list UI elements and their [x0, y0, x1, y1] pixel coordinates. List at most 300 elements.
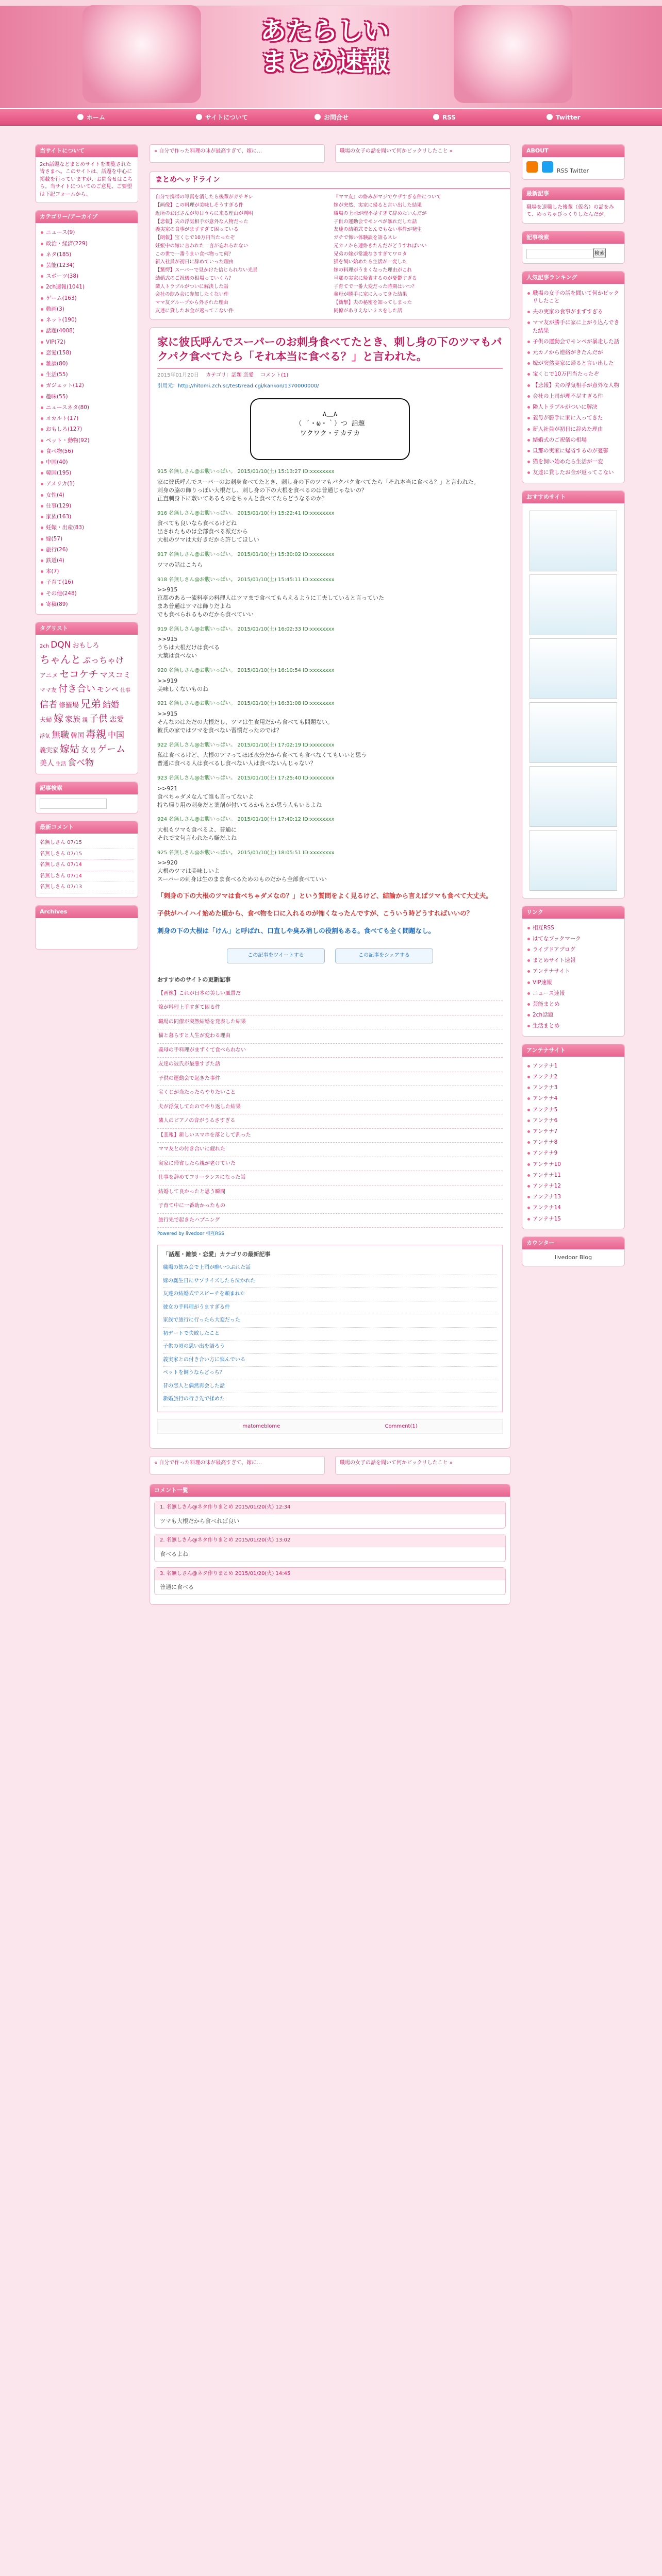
tag-link[interactable]: 兄弟	[80, 697, 102, 710]
tag-link[interactable]: ぶっちゃけ	[82, 655, 124, 666]
tag-link[interactable]: 韓国	[71, 732, 85, 740]
left-search-input[interactable]	[40, 799, 107, 809]
thread-response	[157, 468, 503, 502]
archives-box: Archives	[35, 905, 138, 950]
response-header: 922 名無しさん@お腹いっぱい。 2015/01/10(土) 17:02:19 ID:xxxxxxxx	[157, 742, 335, 748]
comment	[154, 1534, 506, 1562]
recommended-item[interactable]: 仕事を辞めてフリーランスになった話	[157, 1171, 503, 1185]
category-link[interactable]: 嫁(57)	[40, 534, 134, 545]
category-link[interactable]: 趣味(55)	[40, 392, 134, 402]
latest-box: 最新記事 職場を退職した後輩（仮名）の話をみて、めっちゃびっくりしたんだが。	[522, 187, 625, 224]
rss-icon	[433, 114, 439, 120]
popular-item[interactable]: 嫁が突然実家に帰ると言い出した	[526, 358, 620, 369]
response-header: 921 名無しさん@お腹いっぱい。 2015/01/10(土) 16:31:08 ID:xxxxxxxx	[157, 701, 335, 707]
popular-item[interactable]: 義母が勝手に家に入ってきた	[526, 413, 620, 423]
home-icon	[77, 114, 84, 120]
powered-by[interactable]: Powered by livedoor 相互RSS	[157, 1231, 224, 1237]
tag-link[interactable]: 信者	[40, 699, 57, 710]
category-link[interactable]: 本(7)	[40, 566, 134, 577]
tag-link[interactable]: ちゃんと	[40, 653, 81, 666]
response-body: 家に彼氏呼んでスーパーのお刺身食べてたとき、刺し身の下のツマもパクパク食べてたら「それ本当に食べる？」と言われた。 刺身の脇の飾りっぽい大根だし、刺し身の下の大根を食べるのは普通じゃないの？ 正直刺身下に敷いてあるものをちゃんと食べてたらどうなるのか？	[157, 478, 479, 502]
highlight-red-2[interactable]: 子供がハイハイ始めた頃から、食べ物を口に入れるのが怖くなったんですが、こういう時どうすればいいの？	[157, 909, 473, 918]
response-body: 食べても良いなら食べるけどね 出されたものは全部食べる派だから 大根のツマは大好きだから許してほしい	[157, 520, 259, 544]
headline-item[interactable]: 子供の運動会でモンペが暴れだした話	[334, 218, 417, 225]
link-item[interactable]: ライブドアブログ	[526, 944, 620, 955]
response-body: >>915 うちは大根だけは食べる 大葉は食べない	[157, 636, 220, 659]
popular-item[interactable]: 会社の上司が理不尽すぎる件	[526, 391, 620, 402]
related-item[interactable]: ペットを飼うならどっち？	[163, 1367, 497, 1380]
recommended-item[interactable]: 旅行先で起きたハプニング	[157, 1214, 503, 1228]
antenna-box: アンテナサイト アンテナ1 アンテナ2 アンテナ3 アンテナ4 アンテナ5 アンテナ6 アンテナ7 アンテナ8 アンテナ9 アンテナ10 アンテナ11 アンテナ12 アンテナ13 アンテナ14 アンテナ15	[522, 1044, 625, 1229]
thread-response	[157, 510, 503, 544]
site-thumbnail[interactable]	[529, 574, 617, 635]
antenna-item[interactable]: アンテナ4	[526, 1093, 620, 1104]
logo-line1: あたらしい	[260, 16, 389, 46]
tag-link[interactable]: 仕事	[120, 687, 130, 693]
thread-response	[157, 700, 503, 734]
category-link[interactable]: 動画(3)	[40, 304, 134, 315]
related-list	[163, 1262, 497, 1406]
tag-link[interactable]: ゲーム	[97, 744, 126, 755]
comment-header: 2. 名無しさん@ネタ作りまとめ 2015/01/20(火) 13:02	[155, 1534, 505, 1547]
link-item[interactable]: VIP速報	[526, 977, 620, 988]
recent-comment-item[interactable]: 名無しさん 07/15	[40, 849, 134, 860]
headline-item[interactable]: 同僚がありえないミスをした話	[334, 308, 403, 314]
response-body: 大根もツマも食べるよ、普通に それで文句言われたら嫌だよね	[157, 826, 237, 841]
recommended-item[interactable]: 職場の同僚が突然結婚を発表した結果	[157, 1015, 503, 1030]
article-title: 家に彼氏呼んでスーパーのお刺身食べてたとき、刺し身の下のツマもパクパク食べてたら「それ本当に食べる？」と言われた。	[157, 335, 503, 369]
category-link[interactable]: アメリカ(1)	[40, 479, 134, 489]
antenna-item[interactable]: アンテナ6	[526, 1115, 620, 1126]
tag-link[interactable]: 男	[90, 747, 96, 754]
tag-link[interactable]: 家族	[65, 715, 81, 724]
tag-link[interactable]: 夫婦	[40, 716, 53, 724]
tag-link[interactable]: セコケチ	[59, 669, 98, 681]
headline-item[interactable]: 【朗報】宝くじで10万円当たったぞ	[155, 235, 235, 241]
popular-item[interactable]: 職場の女子の話を聞いて何かビックリしたこと	[526, 288, 620, 307]
share-buttons	[157, 948, 503, 963]
related-item[interactable]: 家族で旅行に行ったら大変だった	[163, 1314, 497, 1328]
related-articles: 「話題・雑談・恋愛」カテゴリの最新記事 職場の飲み会で上司が酔いつぶれた話 嫁の誕生日にサプライズしたら泣かれた 友達の結婚式でスピーチを頼まれた 彼女の手料理がうますぎる件 家族で旅行に行ったら大変だった 初デートで失敗したこと 子供の頃の思い出を語ろう 義実家との付き合い方に悩んでいる ペットを飼うならどっち？ 昔の恋人と偶然再会した話 新婚旅行の行き先で揉めた	[157, 1245, 503, 1412]
related-item[interactable]: 新婚旅行の行き先で揉めた	[163, 1393, 497, 1406]
site-thumbnail[interactable]	[529, 638, 617, 699]
recommended-item[interactable]: 結婚して良かったと思う瞬間	[157, 1185, 503, 1200]
category-link[interactable]: 仕事(129)	[40, 501, 134, 512]
popular-item[interactable]: 元カノから連絡がきたんだが	[526, 347, 620, 358]
recent-comment-item[interactable]: 名無しさん 07/15	[40, 838, 134, 849]
antenna-item[interactable]: アンテナ15	[526, 1214, 620, 1225]
headline-item[interactable]: 妊娠中の嫁に言われた一言が忘れられない	[155, 243, 249, 249]
tag-link[interactable]: 嫁	[54, 713, 64, 725]
related-item[interactable]: 友達の結婚式でスピーチを頼まれた	[163, 1288, 497, 1301]
nav-contact[interactable]: お問合せ	[315, 113, 349, 122]
comment-body: ツマも大根だから食べれば良い	[160, 1517, 239, 1524]
headline-item[interactable]: 【衝撃】夫の秘密を知ってしまった	[334, 300, 412, 306]
headline-box	[150, 171, 510, 320]
related-item[interactable]: 昔の恋人と偶然再会した話	[163, 1380, 497, 1394]
article-meta	[157, 372, 503, 380]
headline-item[interactable]: 【悲報】夫の浮気相手が意外な人物だった	[155, 218, 249, 225]
tag-link[interactable]: 2ch	[40, 643, 49, 649]
headline-item[interactable]: この世で一番うまい食べ物って何？	[155, 251, 234, 257]
prev-article-link-bottom[interactable]: « 自分で作った料理の味が最高すぎて、嫁に…	[150, 1456, 325, 1475]
article-comment-count[interactable]: コメント(1)	[260, 372, 289, 379]
response-body: >>920 大根のツマは美味しいよ スーパーの刺身は生のまま食べるためのものだから全部食べていい	[157, 859, 327, 883]
recent-comment-item[interactable]: 名無しさん 07/14	[40, 860, 134, 871]
headline-item[interactable]: 兄弟の嫁が常識なさすぎてワロタ	[334, 251, 407, 257]
antenna-item[interactable]: アンテナ8	[526, 1137, 620, 1148]
antenna-item[interactable]: アンテナ14	[526, 1202, 620, 1213]
response-body: 私は食べるけど、大根のツマってほぼ水分だから食べても食べなくてもいいと思う 普通に食べる人は食べるし食べない人は食べないんじゃない？	[157, 752, 367, 767]
category-link[interactable]: ガジェット(12)	[40, 380, 134, 391]
comment	[154, 1501, 506, 1529]
tag-link[interactable]: 結婚	[103, 699, 120, 709]
response-header: 916 名無しさん@お腹いっぱい。 2015/01/10(土) 15:22:41 ID:xxxxxxxx	[157, 510, 335, 516]
category-link[interactable]: ニュース(9)	[40, 227, 134, 238]
popular-item[interactable]: 友達に貸したお金が返ってこない	[526, 467, 620, 478]
tag-link[interactable]: おもしろ	[72, 641, 100, 650]
headline-item[interactable]: 元カノから連絡きたんだがどうすればいい	[334, 243, 427, 249]
popular-item[interactable]: 子供の運動会でモンペが暴走した話	[526, 336, 620, 347]
tag-link[interactable]: 浮気	[40, 733, 50, 739]
response-header: 917 名無しさん@お腹いっぱい。 2015/01/10(土) 15:30:02 ID:xxxxxxxx	[157, 552, 335, 558]
site-thumbnail[interactable]	[529, 702, 617, 763]
response-body: ツマの話はこちら	[157, 561, 203, 568]
popular-list	[526, 288, 620, 479]
headline-item[interactable]: 【驚愕】スーパーで見かけた信じられない光景	[155, 267, 258, 274]
category-box: カテゴリー/アーカイブ ニュース(9) 政治・経済(229) ネタ(185) 芸能(1234) スポーツ(38) 2ch速報(1041) ゲーム(163) 動画(3) ネット(190) 話題(4008) VIP(72) 恋愛(158) 雑談(80) 生活(55) ガジェット(12) 趣味(55) ニュースネタ(80) オカルト(17) おもしろ(127) ペット・動物(92) 食べ物(56) 中国(40) 韓国(195) アメリカ(1) 女性(4) 仕事(129) 家族(163) 妊娠・出産(83) 嫁(57) 旅行(26) 鉄道(4) 本(7) 子育て(16) その他(248) 寄稿(89)	[35, 210, 138, 615]
category-link[interactable]: 2ch速報(1041)	[40, 282, 134, 293]
tag-link[interactable]: 義実家	[40, 747, 59, 754]
related-item[interactable]: 職場の飲み会で上司が酔いつぶれた話	[163, 1262, 497, 1275]
headline-item[interactable]: 会社の飲み会に参加したくない件	[155, 292, 229, 298]
share-button[interactable]: この記事をシェアする	[335, 948, 433, 963]
category-link[interactable]: 女性(4)	[40, 490, 134, 501]
ascii-art: ∧＿∧ （ ´・ω・｀）つ 話題 ワクワク・テカテカ	[250, 398, 410, 460]
antenna-item[interactable]: アンテナ9	[526, 1148, 620, 1159]
response-header: 919 名無しさん@お腹いっぱい。 2015/01/10(土) 16:02:33 ID:xxxxxxxx	[157, 626, 335, 632]
recent-comment-item[interactable]: 名無しさん 07/14	[40, 871, 134, 883]
recommended-item[interactable]: 嫁が料理上手すぎて困る件	[157, 1001, 503, 1015]
headline-item[interactable]: 自分で携帯の写真を消したら後輩がガチギレ	[155, 194, 253, 200]
link-item[interactable]: ニュース速報	[526, 988, 620, 999]
tag-link[interactable]: モンペ	[97, 685, 119, 694]
related-item[interactable]: 子供の頃の思い出を語ろう	[163, 1341, 497, 1354]
headline-item[interactable]: 友達の結婚式でとんでもない事件が発生	[334, 227, 422, 233]
antenna-item[interactable]: アンテナ12	[526, 1181, 620, 1192]
antenna-item[interactable]: アンテナ5	[526, 1105, 620, 1115]
category-link[interactable]: 恋愛(158)	[40, 348, 134, 359]
category-link[interactable]: ゲーム(163)	[40, 293, 134, 304]
headline-item[interactable]: ママ友グループから外された理由	[155, 300, 228, 306]
tag-link[interactable]: 無職	[52, 730, 69, 740]
tag-link[interactable]: 子供	[89, 714, 108, 725]
recommended-item[interactable]: 子育て中に一番助かったもの	[157, 1199, 503, 1214]
category-link[interactable]: 妊娠・出産(83)	[40, 522, 134, 533]
recent-comments-list	[40, 838, 134, 893]
tag-link[interactable]: 中国	[108, 730, 125, 740]
category-link[interactable]: 食べ物(56)	[40, 446, 134, 457]
popular-item[interactable]: 【悲報】夫の浮気相手が意外な人物	[526, 380, 620, 391]
recommended-item[interactable]: 【画像】これが日本の美しい風景だ	[157, 987, 503, 1002]
popular-item[interactable]: 結婚式のご祝儀の相場	[526, 435, 620, 446]
site-thumbnail[interactable]	[529, 766, 617, 827]
nav-home[interactable]: ホーム	[77, 113, 105, 122]
left-sidebar	[35, 144, 138, 957]
links-box: リンク 相互RSS はてなブックマーク ライブドアブログ まとめサイト速報 アンテナサイト VIP速報 ニュース速報 芸能まとめ 2ch話題 生活まとめ	[522, 906, 625, 1037]
antenna-item[interactable]: アンテナ1	[526, 1061, 620, 1072]
tag-link[interactable]: 毒親	[86, 727, 107, 740]
twitter-icon[interactable]	[542, 161, 553, 173]
response-body: >>915 京都のある一流料亭の料理人はツマまで食べてもらえるように工夫していると言っていた まあ普通はツマは飾りだよね でも食べられるものだから食べていい	[157, 586, 384, 618]
thread-response	[157, 816, 503, 842]
popular-item[interactable]: 新入社員が初日に辞めた理由	[526, 424, 620, 435]
link-item[interactable]: まとめサイト速報	[526, 955, 620, 966]
headline-list	[150, 189, 510, 319]
category-link[interactable]: 旅行(26)	[40, 545, 134, 555]
link-item[interactable]: 相互RSS	[526, 923, 620, 934]
headline-item[interactable]: 猫を飼い始めたら生活が一変した	[334, 259, 407, 265]
right-sidebar	[522, 144, 625, 1274]
category-list	[40, 227, 134, 610]
article-date: 2015年01月20日	[157, 372, 199, 379]
headline-item[interactable]: 【画像】この料理が美味しそうすぎる件	[155, 202, 244, 209]
thread-response	[157, 850, 503, 884]
headline-item[interactable]: 旦那の実家に帰省するのが憂鬱すぎる	[334, 275, 417, 281]
twitter-icon	[547, 114, 553, 120]
category-link[interactable]: 家族(163)	[40, 512, 134, 522]
category-link[interactable]: 寄稿(89)	[40, 599, 134, 610]
tag-link[interactable]: アニメ	[40, 672, 58, 680]
category-link[interactable]: ペット・動物(92)	[40, 435, 134, 446]
link-item[interactable]: 芸能まとめ	[526, 999, 620, 1010]
highlight-blue[interactable]: 刺身の下の大根は「けん」と呼ばれ、口直しや臭み消しの役割もある。食べても全く問題なし。	[157, 927, 435, 935]
comment-body: 食べるよね	[160, 1550, 188, 1557]
comment-header: 1. 名無しさん@ネタ作りまとめ 2015/01/20(火) 12:34	[155, 1501, 505, 1514]
headline-item[interactable]: 近所のおばさんが毎日うちに来る理由が判明	[155, 210, 254, 216]
recommended-item[interactable]: 夫が浮気してたのでやり返した結果	[157, 1100, 503, 1115]
recommended-item[interactable]: 実家に帰省したら親が老けていた	[157, 1157, 503, 1172]
thread-response	[157, 775, 503, 809]
highlight-red-1[interactable]: 「刺身の下の大根のツマは食べちゃダメなの？」という質問をよく見るけど、結論から言えばツマも食べて大丈夫。	[157, 892, 492, 900]
right-search-input[interactable]	[526, 249, 593, 259]
antenna-item[interactable]: アンテナ2	[526, 1072, 620, 1082]
comment-body: 普通に食べる	[160, 1584, 194, 1591]
category-link[interactable]: 鉄道(4)	[40, 555, 134, 566]
thread-response	[157, 626, 503, 660]
headline-item[interactable]: 『ママ友』の絡みがマジでウザすぎる件について	[334, 194, 441, 200]
comment-link[interactable]: Comment(1)	[385, 1423, 418, 1429]
response-header: 920 名無しさん@お腹いっぱい。 2015/01/10(土) 16:10:54 ID:xxxxxxxx	[157, 668, 335, 674]
next-article-link[interactable]: 職場の女子の話を聞いて何かビックリしたこと »	[335, 144, 510, 163]
comments-list	[150, 1497, 510, 1604]
tag-link[interactable]: ママ友	[40, 686, 57, 693]
tag-link[interactable]: 美人	[40, 759, 54, 768]
popular-item[interactable]: 隣人トラブルがついに解決	[526, 402, 620, 413]
headline-item[interactable]: 嫁の料理がうまくなった理由がこれ	[334, 267, 412, 274]
site-thumbnail[interactable]	[529, 511, 617, 571]
response-header: 924 名無しさん@お腹いっぱい。 2015/01/10(土) 17:40:12 ID:xxxxxxxx	[157, 817, 335, 823]
link-item[interactable]: 2ch話題	[526, 1010, 620, 1021]
left-search-box: 記事検索	[35, 782, 138, 814]
article-footer	[157, 1419, 503, 1434]
tag-link[interactable]: 修羅場	[59, 701, 79, 709]
article-category[interactable]: カテゴリ：話題 恋愛	[206, 372, 254, 379]
recommended-item[interactable]: 【悲報】新しいスマホを落として割った	[157, 1129, 503, 1143]
tag-link[interactable]: 生活	[56, 761, 66, 767]
thread-responses	[157, 468, 503, 884]
author-link[interactable]: matomeblome	[242, 1423, 280, 1429]
category-link[interactable]: おもしろ(127)	[40, 424, 134, 435]
popular-item[interactable]: 旦那の実家に帰省するのが憂鬱	[526, 446, 620, 456]
thread-response	[157, 551, 503, 569]
antenna-item[interactable]: アンテナ7	[526, 1126, 620, 1137]
tag-link[interactable]: 嫁姑	[60, 743, 80, 755]
next-article-link-bottom[interactable]: 職場の女子の話を聞いて何かビックリしたこと »	[335, 1456, 510, 1475]
response-header: 918 名無しさん@お腹いっぱい。 2015/01/10(土) 15:45:11 ID:xxxxxxxx	[157, 577, 335, 583]
recommended-sites: おすすめのサイトの更新記事 【画像】これが日本の美しい風景だ 嫁が料理上手すぎて困る件 職場の同僚が突然結婚を発表した結果 猫と暮らすと人生が変わる理由 義母の手料理がまずくて食べられない 友達の彼氏が最悪すぎた話 子供の運動会で起きた事件 宝くじが当たったらやりたいこと 夫が浮気してたのでやり返した結果 隣人のピアノの音がうるさすぎる 【悲報】新しいスマホを落として割った ママ友との付き合いに疲れた 実家に帰省したら親が老けていた 仕事を辞めてフリーランスになった話 結婚して良かったと思う瞬間 子育て中に一番助かったもの 旅行先で起きたハプニング Powered by livedoor 相互RSS	[157, 976, 503, 1238]
recommended-item[interactable]: ママ友との付き合いに疲れた	[157, 1143, 503, 1157]
popular-item[interactable]: ママ友が勝手に家に上がり込んできた結果	[526, 317, 620, 336]
article-pager	[150, 144, 510, 165]
prev-article-link[interactable]: « 自分で作った料理の味が最高すぎて、嫁に…	[150, 144, 325, 163]
response-body: >>919 美味しくないものね	[157, 677, 208, 692]
category-link[interactable]: 中国(40)	[40, 457, 134, 468]
category-link[interactable]: ネット(190)	[40, 315, 134, 326]
antenna-item[interactable]: アンテナ10	[526, 1159, 620, 1170]
antenna-item[interactable]: アンテナ13	[526, 1192, 620, 1202]
recommended-item[interactable]: 義母の手料理がまずくて食べられない	[157, 1044, 503, 1058]
category-link[interactable]: オカルト(17)	[40, 413, 134, 424]
category-link[interactable]: 雑談(80)	[40, 359, 134, 369]
tag-cloud	[36, 635, 138, 774]
popular-box: 人気記事ランキング 職場の女子の話を聞いて何かビックリしたこと 夫の実家の食事がまずすぎる ママ友が勝手に家に上がり込んできた結果 子供の運動会でモンペが暴走した話 元カノから連絡がきたんだが 嫁が突然実家に帰ると言い出した 宝くじで10万円当たったぞ 【悲報】夫の浮気相手が意外な人物 会社の上司が理不尽すぎる件 隣人トラブルがついに解決 義母が勝手に家に入ってきた 新入社員が初日に辞めた理由 結婚式のご祝儀の相場 旦那の実家に帰省するのが憂鬱 猫を飼い始めたら生活が一変 友達に貸したお金が返ってこない	[522, 271, 625, 483]
site-header	[0, 0, 662, 108]
global-nav	[0, 108, 662, 126]
response-header: 915 名無しさん@お腹いっぱい。 2015/01/10(土) 15:13:27 ID:xxxxxxxx	[157, 469, 335, 475]
recommended-item[interactable]: 子供の運動会で起きた事件	[157, 1072, 503, 1087]
thread-response	[157, 742, 503, 768]
latest-article-link[interactable]: 職場を退職した後輩（仮名）の話をみて、めっちゃびっくりしたんだが。	[526, 204, 614, 218]
headline-item[interactable]: ガチで怖い体験談を語るスレ	[334, 235, 398, 241]
headline-item[interactable]: 義実家の食事がまずすぎて困っている	[155, 227, 239, 233]
comments-box: コメント一覧 1. 名無しさん@ネタ作りまとめ 2015/01/20(火) 12:34 ツマも大根だから食べれば良い 2. 名無しさん@ネタ作りまとめ 2015/01/20(火) 13:02 食べるよね 3. 名無しさん@ネタ作りまとめ 2015/01/20(火) 14:45 普通に食べる	[150, 1484, 510, 1605]
antenna-item[interactable]: アンテナ3	[526, 1082, 620, 1093]
logo-line2: まとめ速報	[260, 47, 389, 77]
tag-link[interactable]: 親	[82, 717, 88, 724]
thumbs-box: おすすめサイト	[522, 490, 625, 899]
thread-response	[157, 577, 503, 619]
related-item[interactable]: 初デートで失敗したこと	[163, 1328, 497, 1341]
counter-box: カウンター livedoor Blog	[522, 1236, 625, 1266]
response-body: >>921 食べちゃダメなんて誰も言ってないよ 持ち帰り用の刺身だと薬剤が付いてるかもとか思う人もいるよね	[157, 785, 322, 808]
tag-box: タグリスト 2ch DQN おもしろちゃんと ぶっちゃけアニメ セコケチ マスコミママ友 付き合い モンペ 仕事信者 修羅場 兄弟 結婚夫婦 嫁 家族 親 子供 恋愛浮気 無職 韓国 毒親 中国義実家 嫁姑 女 男 ゲーム美人 生活 食べ物	[35, 622, 138, 774]
headline-item[interactable]: 友達に貸したお金が返ってこない件	[155, 308, 234, 314]
category-link[interactable]: 生活(55)	[40, 369, 134, 380]
category-link[interactable]: 芸能(1234)	[40, 260, 134, 271]
related-item[interactable]: 嫁の誕生日にサプライズしたら泣かれた	[163, 1275, 497, 1289]
twitter-link[interactable]: Twitter	[570, 167, 589, 174]
popular-item[interactable]: 宝くじで10万円当たったぞ	[526, 369, 620, 380]
comment-header: 3. 名無しさん@ネタ作りまとめ 2015/01/20(火) 14:45	[155, 1568, 505, 1581]
comment	[154, 1567, 506, 1595]
search-button[interactable]: 検索	[593, 248, 606, 258]
category-link[interactable]: その他(248)	[40, 588, 134, 599]
headline-item[interactable]: 子育てで一番大変だった時期はいつ？	[334, 283, 417, 290]
tag-link[interactable]: マスコミ	[100, 670, 131, 680]
nav-twitter[interactable]: Twitter	[547, 113, 581, 122]
tag-link[interactable]: 恋愛	[109, 716, 124, 724]
category-link[interactable]: 子育て(16)	[40, 577, 134, 588]
tweet-button[interactable]: この記事をツイートする	[227, 948, 325, 963]
category-link[interactable]: ネタ(185)	[40, 249, 134, 260]
popular-item[interactable]: 夫の実家の食事がまずすぎる	[526, 307, 620, 317]
recommended-item[interactable]: 猫と暮らすと人生が変わる理由	[157, 1029, 503, 1044]
article-pager-bottom	[150, 1456, 510, 1477]
antenna-list	[526, 1061, 620, 1225]
recommended-item[interactable]: 隣人のピアノの音がうるさすぎる	[157, 1114, 503, 1129]
about-links-box: ABOUT RSS Twitter	[522, 144, 625, 180]
headline-item[interactable]: 結婚式のご祝儀の相場っていくら？	[155, 275, 234, 281]
site-thumbnail[interactable]	[529, 830, 617, 891]
tag-link[interactable]: 付き合い	[58, 683, 95, 694]
antenna-item[interactable]: アンテナ11	[526, 1170, 620, 1181]
site-logo[interactable]	[170, 15, 479, 77]
thread-response	[157, 667, 503, 693]
nav-rss[interactable]: RSS	[433, 113, 456, 122]
info-icon	[196, 114, 202, 120]
category-link[interactable]: 政治・経済(229)	[40, 239, 134, 249]
link-item[interactable]: はてなブックマーク	[526, 934, 620, 944]
rss-link[interactable]: RSS	[557, 167, 568, 174]
recent-comments-box: 最新コメント 名無しさん 07/15 名無しさん 07/15 名無しさん 07/14 名無しさん 07/14 名無しさん 07/13	[35, 821, 138, 897]
headline-item[interactable]: 嫁が突然、実家に帰ると言い出した結果	[334, 202, 422, 209]
headline-item[interactable]: 職場の上司が理不尽すぎて辞めたいんだが	[334, 210, 427, 216]
tag-link[interactable]: 女	[81, 745, 89, 755]
category-link[interactable]: ニュースネタ(80)	[40, 402, 134, 413]
headline-item[interactable]: 義母が勝手に家に入ってきた結果	[334, 292, 407, 298]
recommended-item[interactable]: 宝くじが当たったらやりたいこと	[157, 1086, 503, 1100]
recommended-list	[157, 987, 503, 1228]
category-link[interactable]: 話題(4008)	[40, 326, 134, 336]
right-search-box: 記事検索 検索	[522, 231, 625, 264]
headline-item[interactable]: 隣人トラブルがついに解決した話	[155, 283, 229, 290]
mail-icon	[315, 114, 321, 120]
headline-item[interactable]: 新入社員が初日に辞めていった理由	[155, 259, 234, 265]
headline-title: まとめヘッドライン	[150, 172, 510, 189]
category-link[interactable]: VIP(72)	[40, 337, 134, 348]
source-link[interactable]: 引用元：http://hitomi.2ch.sc/test/read.cgi/kankon/1370000000/	[157, 383, 319, 389]
about-box: 当サイトについて 2ch話題などまとめサイトを閲覧された皆さまへ。このサイトは、話題を中心に掲載を行っていますが、お問合せはこちら。当サイトについてのご意見、ご要望は下記フォームから。	[35, 144, 138, 203]
category-link[interactable]: 韓国(195)	[40, 468, 134, 479]
recommended-item[interactable]: 友達の彼氏が最悪すぎた話	[157, 1058, 503, 1072]
response-header: 925 名無しさん@お腹いっぱい。 2015/01/10(土) 18:05:51 ID:xxxxxxxx	[157, 850, 335, 856]
link-item[interactable]: アンテナサイト	[526, 966, 620, 977]
nav-about[interactable]: サイトについて	[196, 113, 248, 122]
recent-comment-item[interactable]: 名無しさん 07/13	[40, 882, 134, 893]
article	[150, 327, 510, 1449]
link-item[interactable]: 生活まとめ	[526, 1021, 620, 1031]
popular-item[interactable]: 猫を飼い始めたら生活が一変	[526, 456, 620, 467]
tag-link[interactable]: DQN	[51, 639, 71, 650]
related-item[interactable]: 彼女の手料理がうますぎる件	[163, 1301, 497, 1315]
rss-icon[interactable]	[526, 161, 538, 173]
response-body: >>915 そんなのはただの大根だし、ツマは生食用だから食べても問題ない。 彼氏の家ではツマを食べない習慣だったのでは？	[157, 710, 333, 734]
main-content	[150, 144, 510, 1612]
tag-link[interactable]: 食べ物	[68, 757, 94, 768]
category-link[interactable]: スポーツ(38)	[40, 271, 134, 282]
related-item[interactable]: 義実家との付き合い方に悩んでいる	[163, 1354, 497, 1367]
